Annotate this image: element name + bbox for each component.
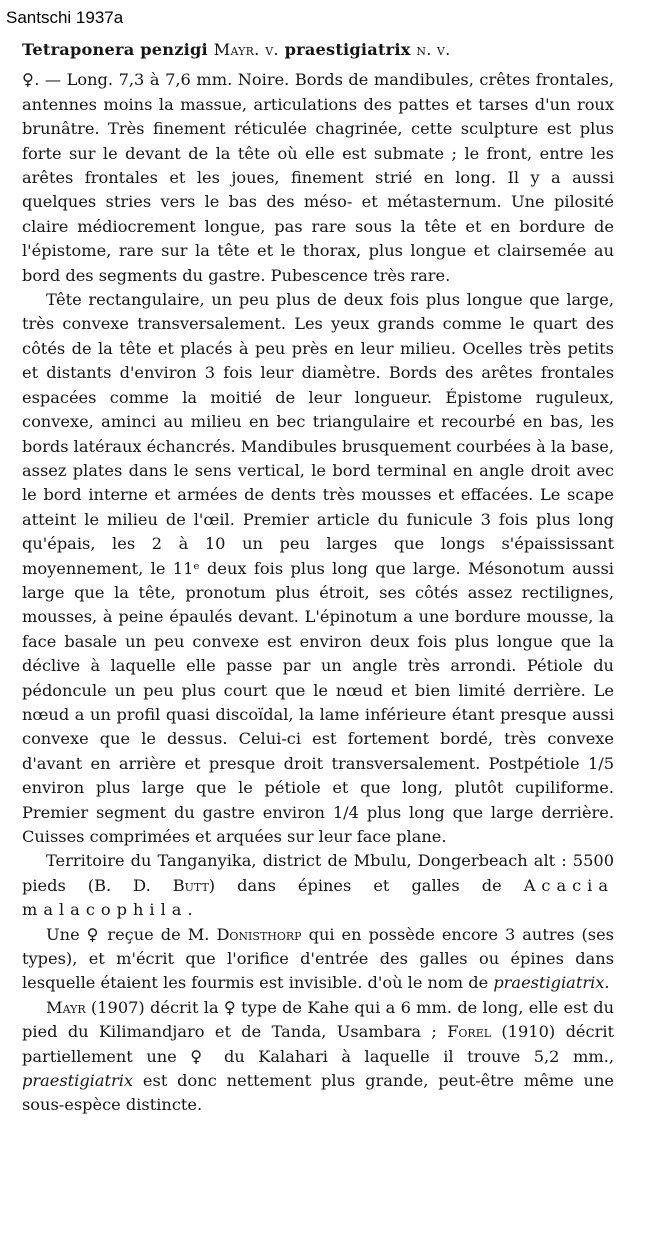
types-text: Une ♀ reçue de M. bbox=[46, 924, 217, 944]
variety-name-italic: praestigiatrix bbox=[493, 973, 605, 993]
comparison-end: est donc nettement plus grande, peut-être même une sous-espèce distincte. bbox=[22, 1071, 614, 1115]
host-plant: Acacia malacophila bbox=[22, 875, 614, 920]
types-paragraph bbox=[22, 923, 614, 996]
taxon-heading bbox=[22, 38, 614, 62]
species-author: Mayr. bbox=[213, 40, 260, 59]
comparison-text-2: (1910) décrit partiellement une ♀ du Kalahari à laquelle il trouve 5,2 mm., bbox=[22, 1022, 615, 1066]
species-name: Tetraponera penzigi bbox=[22, 40, 208, 59]
document-body bbox=[22, 38, 614, 1118]
description-paragraph: ♀. — Long. 7,3 à 7,6 mm. Noire. Bords de mandibules, crêtes frontales, antennes moins la massue, articulations des pattes et tarses d'un roux brunâtre. Très finement réticulée chagrinée, cette sculpture est plus forte sur le devant de la tête où elle est submate ; le front, entre les arêtes frontales et les joues, finement strié en long. Il y a aussi quelques stries vers le bas des méso- et métasternum. Une pilosité claire médiocrement longue, pas rare sous la tête et en bordure de l'épistome, rare sur la tête et le thorax, plus longue et clairsemée au bord des segments du gastre. Pubescence très rare. bbox=[22, 70, 614, 285]
rank-label: v. bbox=[265, 40, 279, 59]
types-text-2: qui en possède encore 3 autres (ses types), et m'écrit que l'orifice d'entrée des galles ou épines dans lesquelle étaient les fourmis est invisible. d'où le nom de bbox=[22, 924, 614, 993]
types-end: . bbox=[604, 973, 610, 993]
comparison-text: (1907) décrit la ♀ type de Kahe qui a 6 mm. de long, elle est du pied du Kilimandjaro et de Tanda, Usambara ; bbox=[22, 997, 614, 1042]
locality-end: . bbox=[187, 900, 193, 920]
locality-text: Territoire du Tanganyika, district de Mbulu, Dongerbeach alt : 5500 pieds (B. D. bbox=[22, 851, 614, 895]
donor-name: Donisthorp bbox=[216, 924, 302, 944]
morphology-paragraph: Tête rectangulaire, un peu plus de deux fois plus longue que large, très convexe transversalement. Les yeux grands comme le quart des côtés de la tête et placés à peu près en leur milieu. Ocelles très petits et distants d'environ 3 fois leur diamètre. Bords des arêtes frontales espacées comme la moitié de leur longueur. Épistome ruguleux, convexe, aminci au milieu en bec triangulaire et recourbé en bas, les bords latéraux échancrés. Mandibules brusquement courbées à la base, assez plates dans le sens vertical, le bord terminal en angle droit avec le bord interne et armées de dents très mousses et effacées. Le scape atteint le milieu de l'œil. Premier article du funicule 3 fois plus long qu'épais, les 2 à 10 un peu larges que longs s'épaississant moyennement, le 11ᵉ deux fois plus long que large. Mésonotum aussi large que la tête, pronotum plus étroit, ses côtés assez rectilignes, mousses, à peine épaulés devant. L'épinotum a une bordure mousse, la face basale un peu convexe est environ deux fois plus longue que la déclive à laquelle elle passe par un angle très arrondi. Pétiole du pédoncule un peu plus court que le nœud et bien limité derrière. Le nœud a un profil quasi discoïdal, la lame inférieure étant presque aussi convexe que le dessus. Celui-ci est fortement bordé, très convexe d'avant en arrière et presque droit transversalement. Postpétiole 1/5 environ plus large que le pétiole et que long, plutôt cupiliforme. Premier segment du gastre environ 1/4 plus long que large derrière. Cuisses comprimées et arquées sur leur face plane. bbox=[22, 290, 614, 846]
author-forel: Forel bbox=[447, 1022, 492, 1042]
collector-name: Butt bbox=[172, 875, 209, 895]
locality-text-2: ) dans épines et galles de bbox=[208, 875, 524, 895]
variety-name: praestigiatrix bbox=[284, 40, 411, 59]
locality-paragraph bbox=[22, 849, 614, 922]
author-mayr: Mayr bbox=[46, 997, 86, 1017]
new-variety-label: n. v. bbox=[416, 40, 451, 59]
variety-name-italic-2: praestigiatrix bbox=[22, 1071, 134, 1091]
citation-label: Santschi 1937a bbox=[6, 8, 124, 27]
comparison-paragraph bbox=[22, 996, 614, 1118]
